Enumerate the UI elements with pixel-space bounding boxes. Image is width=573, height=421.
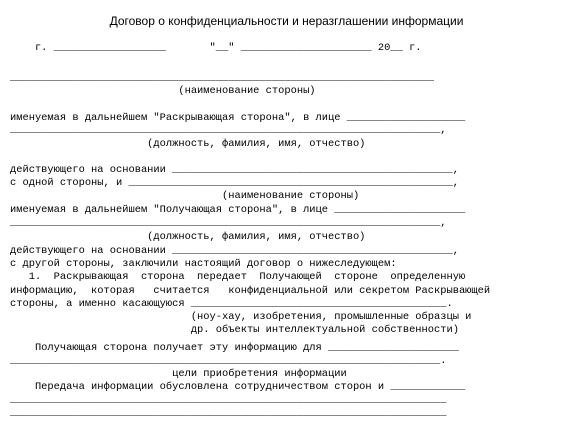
clause-1-line-1: 1. Раскрывающая сторона передает Получающей стороне определенную	[10, 271, 466, 283]
disclosing-party-line: именуемая в дальнейшем "Раскрывающая сторона", в лице ___________________	[10, 112, 466, 124]
document-title: Договор о конфиденциальности и неразглашении информации	[109, 14, 464, 28]
clause-1-line-2: информацию, которая считается конфиденциальной или секретом Раскрывающей	[10, 285, 491, 297]
ip-caption-line-2: др. объекты интеллектуальной собственности)	[10, 324, 459, 336]
basis-line: действующего на основании _____________________________________________,	[10, 245, 459, 257]
representative-line: _____________________________________________________________________,	[10, 124, 447, 136]
clause-1-line-3: стороны, а именно касающуюся _________________________________________.	[10, 298, 453, 310]
place-date-line: г. __________________ "__" _____________________ 20__ г.	[10, 42, 422, 54]
purpose-line: Получающая сторона получает эту информацию для _____________________	[10, 342, 459, 354]
party-name-caption: (наименование стороны)	[10, 85, 316, 97]
basis-line: действующего на основании _____________________________________________,	[10, 164, 459, 176]
party-one-name-line: ____________________________________________________________________	[10, 72, 435, 84]
blank-line: ______________________________________________________________________	[10, 394, 447, 406]
agreement-intro: с другой стороны, заключили настоящий договор о нижеследующем:	[10, 258, 397, 270]
ip-caption-line-1: (ноу-хау, изобретения, промышленные образцы и	[10, 311, 472, 323]
purpose-blank-line: _____________________________________________________________________.	[10, 355, 447, 367]
party-name-caption: (наименование стороны)	[10, 190, 360, 202]
transfer-condition-line: Передача информации обусловлена сотрудничеством сторон и ____________	[10, 381, 466, 393]
party-two-name-line: с одной стороны, и ____________________________________________________,	[10, 177, 459, 189]
position-caption: (должность, фамилия, имя, отчество)	[10, 138, 366, 150]
receiving-party-line: именуемая в дальнейшем "Получающая сторона", в лице _____________________	[10, 204, 466, 216]
position-caption: (должность, фамилия, имя, отчество)	[10, 231, 366, 243]
representative-line: _____________________________________________________________________,	[10, 217, 447, 229]
purpose-caption: цели приобретения информации	[10, 368, 347, 380]
blank-line: ______________________________________________________________________	[10, 407, 447, 419]
